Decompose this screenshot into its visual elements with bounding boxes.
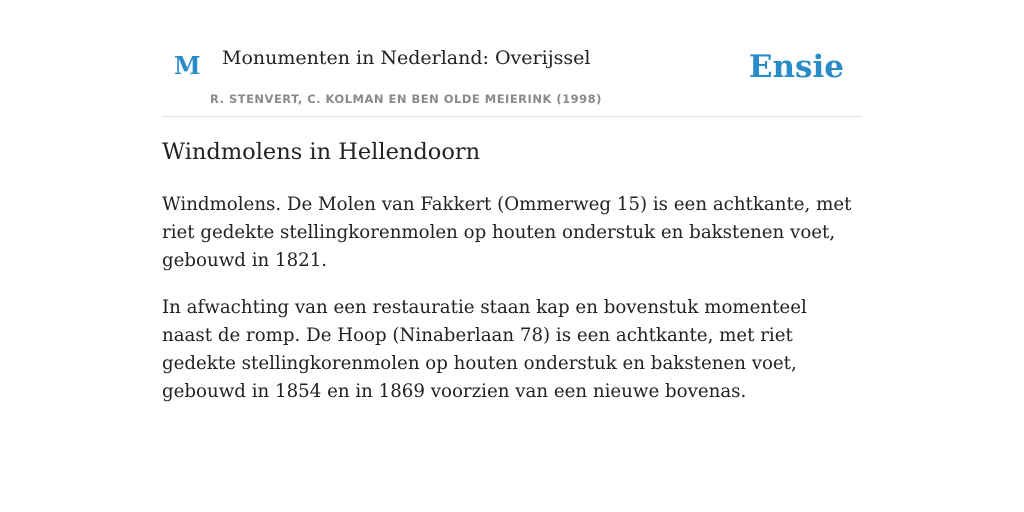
brand-logo[interactable]: Ensie xyxy=(748,49,844,85)
book-authors: R. STENVERT, C. KOLMAN EN BEN OLDE MEIERINK (1998) xyxy=(210,92,602,106)
book-title[interactable]: Monumenten in Nederland: Overijssel xyxy=(222,47,591,69)
source-logo[interactable]: M xyxy=(174,51,201,80)
article-title: Windmolens in Hellendoorn xyxy=(162,139,481,165)
article-paragraph: Windmolens. De Molen van Fakkert (Ommerweg 15) is een achtkante, met riet gedekte stellingkorenmolen op houten onderstuk en bakstenen voet, gebouwd in 1821. xyxy=(162,194,852,272)
article xyxy=(162,138,852,406)
article-paragraph: In afwachting van een restauratie staan kap en bovenstuk momenteel naast de romp. De Hoop (Ninaberlaan 78) is een achtkante, met riet gedekte stellingkorenmolen op houten onderstuk en bakstenen voet, gebouwd in 1854 en in 1869 voorzien van een nieuwe bovenas. xyxy=(162,297,807,403)
source-header xyxy=(162,36,862,117)
